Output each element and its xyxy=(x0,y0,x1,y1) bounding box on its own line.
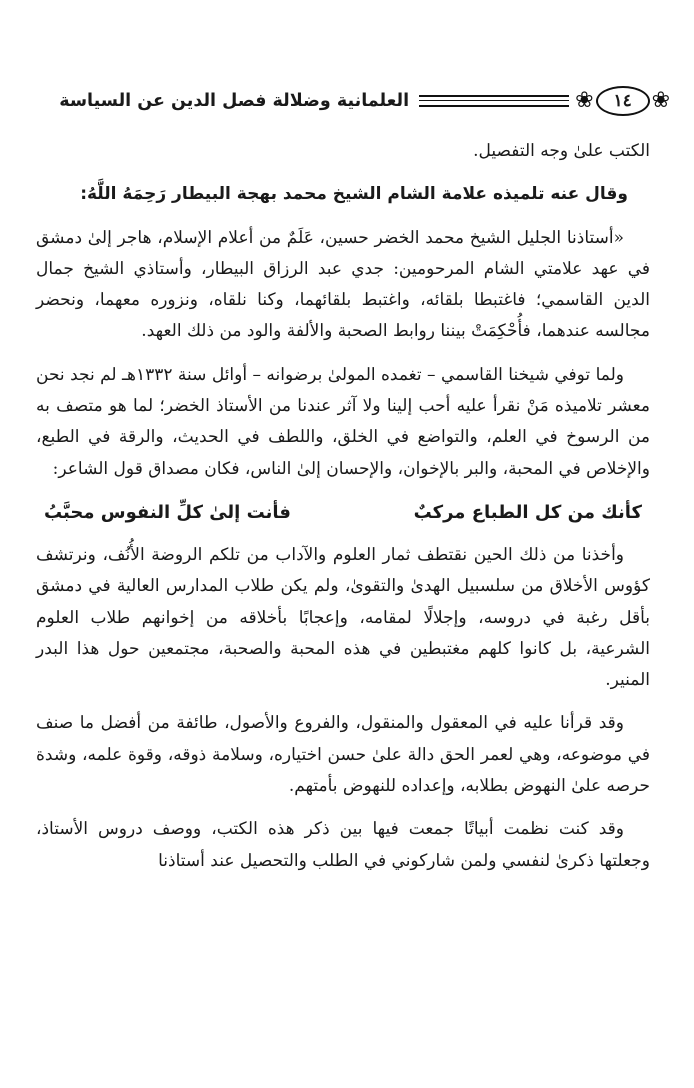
paragraph: وقد قرأنا عليه في المعقول والمنقول، والفروع والأصول، طائفة من أفضل ما صنف في موضوعه، وهي لعمر الحق دالة علىٰ حسن اختياره، وسلامة ذوقه، وقوة علمه، وشدة حرصه علىٰ النهوض بطلابه، وإعداده للنهوض بأمتهم. xyxy=(36,713,650,797)
page-body xyxy=(36,136,650,889)
paragraph: الكتب علىٰ وجه التفصيل. xyxy=(473,141,650,161)
paragraph: «أستاذنا الجليل الشيخ محمد الخضر حسين، عَلَمٌ من أعلام الإسلام، هاجر إلىٰ دمشق في عهد علامتي الشام المرحومين: جدي عبد الرزاق البيطار، وأستاذي الشيخ جمال الدين القاسمي؛ فاغتبطا بلقائه، واغتبط بلقائهما، وكنا نلقاه، ونزوره معهما، ونحضر مجالسه عندهما، فأُحْكِمَتْ بيننا روابط الصحبة والألفة والود من ذلك العهد. xyxy=(36,227,650,342)
paragraph: وقد كنت نظمت أبياتًا جمعت فيها بين ذكر هذه الكتب، ووصف دروس الأستاذ، وجعلتها ذكرىٰ لنفسي ولمن شاركوني في الطلب والتحصيل عند أستاذنا xyxy=(36,819,650,871)
paragraph: ولما توفي شيخنا القاسمي – تغمده المولىٰ برضوانه – أوائل سنة ١٣٣٢هـ لم نجد نحن معشر تلاميذه مَنْ نقرأ عليه أحب إلينا ولا آثر عندنا من الأستاذ الخضر؛ لما هو متصف به من الرسوخ في العلم، والتواضع في الخلق، واللطف في الحديث، والرقة في الطبع، والإخلاص في المحبة، والبر بالإخوان، والإحسان إلىٰ الناس، فكان مصداق قول الشاعر: xyxy=(36,364,650,479)
header-divider-rule xyxy=(419,95,569,107)
ornament-flourish-icon: ❀ xyxy=(575,88,594,113)
section-heading: وقال عنه تلميذه علامة الشام الشيخ محمد بهجة البيطار رَحِمَهُ اللَّهُ: xyxy=(80,184,628,205)
poem-first-hemistich: كأنك من كل الطباع مركبٌ xyxy=(413,501,642,523)
ornament-flourish-icon: ❀ xyxy=(651,88,670,113)
running-title: العلمانية وضلالة فصل الدين عن السياسة xyxy=(59,91,410,111)
page-number: ١٤ xyxy=(596,86,650,116)
poem-verse xyxy=(36,497,650,528)
page-number-ornament xyxy=(575,86,670,116)
poem-second-hemistich: فأنت إلىٰ كلِّ النفوس محبَّبُ xyxy=(44,501,291,523)
paragraph: وأخذنا من ذلك الحين نقتطف ثمار العلوم والآداب من تلكم الروضة الأُنُف، ونرتشف كؤوس الأخلاق من سلسبيل الهدىٰ والتقوىٰ، ولم يكن طلاب المدارس العالية في دمشق بأقل رغبة في دروسه، وإجلالًا لمقامه، وإعجابًا بأخلاقه من إخوانهم طلاب العلوم الشرعية، بل كانوا كلهم مغتبطين في هذه المحبة والصحبة، مجتمعين حول هذا البدر المنير. xyxy=(36,544,650,691)
running-header xyxy=(28,84,670,118)
